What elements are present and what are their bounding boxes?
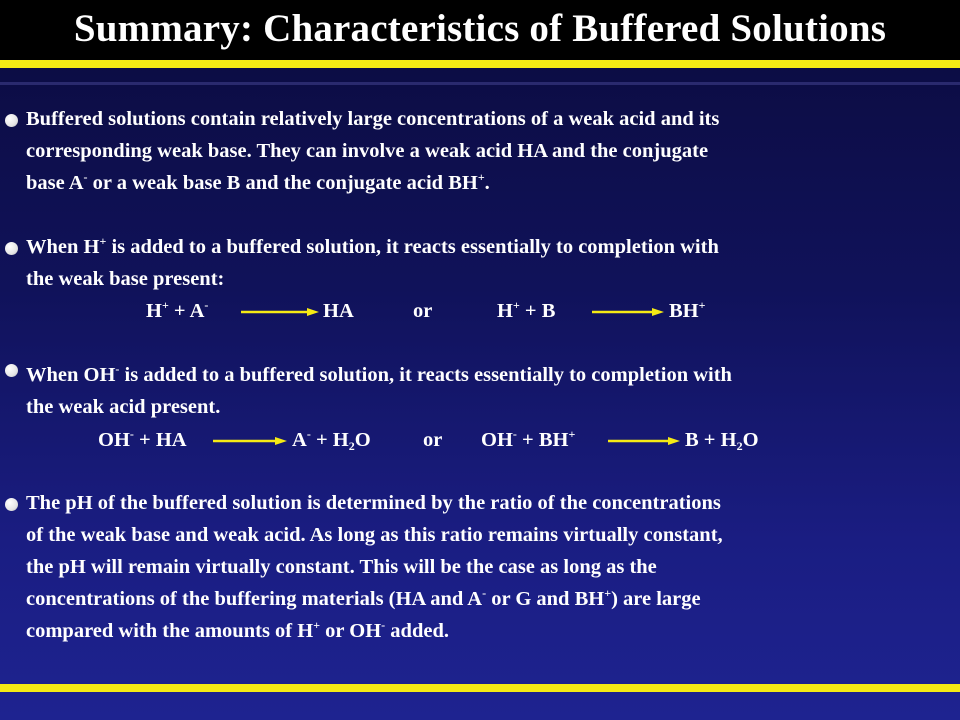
bullet-3-line-2: the weak acid present. — [26, 396, 221, 418]
bullet-1-icon — [5, 114, 18, 127]
eq2-right-arrow-icon — [608, 436, 680, 446]
top-accent-rule — [0, 60, 960, 68]
eq1-or: or — [413, 300, 433, 322]
eq1-product-left: HA — [323, 300, 354, 322]
bullet-1-line-2: corresponding weak base. They can involve a weak acid HA and the conjugate — [26, 140, 709, 162]
bullet-4-line-1: The pH of the buffered solution is determined by the ratio of the concentrations — [26, 492, 721, 514]
eq2-product-left: $A^- + H_2O$ — [292, 427, 371, 453]
bullet-1-text — [26, 103, 951, 199]
bullet-2-text — [26, 231, 951, 295]
slide-title: Summary: Characteristics of Buffered Solutions — [73, 7, 887, 50]
bottom-accent-rule — [0, 684, 960, 692]
eq1-reactants-right: H+ + B — [497, 298, 556, 322]
bullet-1-line-3: base A- or a weak base B and the conjugate acid BH+. — [26, 170, 490, 194]
eq2-left-arrow-icon — [213, 436, 287, 446]
eq2-or: or — [423, 429, 443, 451]
eq1-right-arrow-icon — [592, 307, 664, 317]
bullet-4-text — [26, 487, 951, 647]
bullet-4-icon — [5, 498, 18, 511]
eq1-product-right: BH+ — [669, 298, 706, 322]
bullet-3-icon — [5, 364, 18, 377]
bullet-4-line-3: the pH will remain virtually constant. This will be the case as long as the — [26, 556, 657, 578]
bullet-2-line-1: When H+ is added to a buffered solution, it reacts essentially to completion with — [26, 234, 719, 258]
eq1-left-arrow-icon — [241, 307, 319, 317]
eq2-product-right: $B + H_2O$ — [685, 429, 759, 453]
bullet-4-line-4: concentrations of the buffering materials (HA and A- or G and BH+) are large — [26, 586, 701, 610]
bullet-3-line-1: When OH- is added to a buffered solution, it reacts essentially to completion with — [26, 362, 732, 386]
thin-divider — [0, 82, 960, 85]
bullet-2-line-2: the weak base present: — [26, 268, 225, 290]
bullet-3-text — [26, 359, 951, 423]
bullet-4-line-5: compared with the amounts of H+ or OH- added. — [26, 618, 449, 642]
eq2-reactants-left: OH- + HA — [98, 427, 187, 451]
bullet-2-icon — [5, 242, 18, 255]
eq2-reactants-right: OH- + BH+ — [481, 427, 576, 451]
eq1-reactants-left: H+ + A- — [146, 298, 209, 322]
bullet-1-line-1: Buffered solutions contain relatively large concentrations of a weak acid and its — [26, 108, 720, 130]
bullet-4-line-2: of the weak base and weak acid. As long as this ratio remains virtually constant, — [26, 524, 723, 546]
